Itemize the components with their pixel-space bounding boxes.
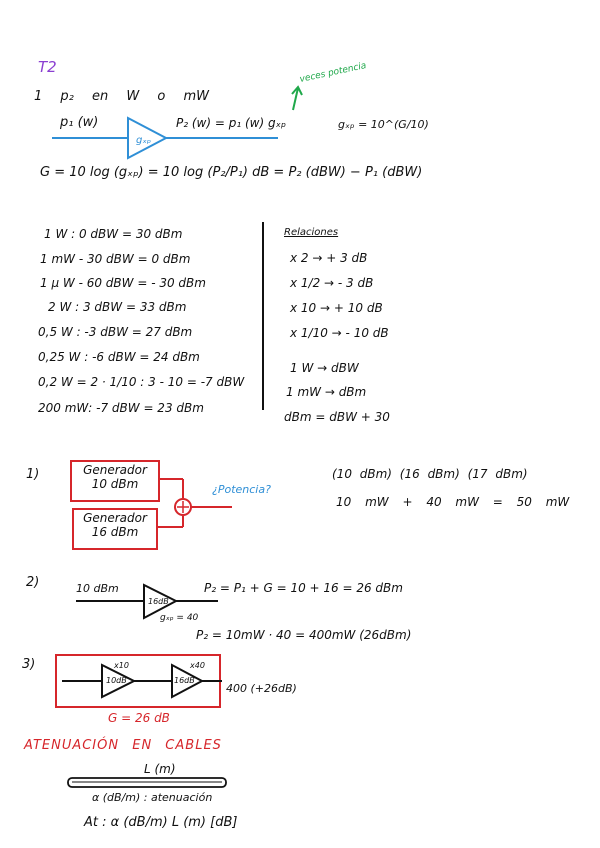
conversion-row: 0,2 W = 2 · 1/10 : 3 - 10 = -7 dBW [38, 375, 245, 389]
ex2-equation-1: P₂ = P₁ + G = 10 + 16 = 26 dBm [204, 581, 403, 595]
conversion-row: 1 W : 0 dBW = 30 dBm [44, 227, 183, 241]
p1-label: p₁ (w) [60, 115, 99, 130]
conversion-row: 2 W : 3 dBW = 33 dBm [48, 300, 187, 314]
cable-drawing [68, 778, 226, 787]
relation-item: x 1/2 → - 3 dB [290, 276, 374, 290]
ex3-number: 3) [22, 657, 36, 672]
amp1-multiplier: x10 [114, 661, 129, 670]
generator-1-title: Generador [83, 463, 147, 477]
page-title: T2 [38, 58, 57, 76]
cable-length: L (m) [144, 762, 176, 776]
relation-item: x 2 → + 3 dB [290, 251, 368, 265]
relation-item: x 1/10 → - 10 dB [290, 326, 389, 340]
relations-title: Relaciones [284, 227, 339, 238]
relation-item: 1 mW → dBm [286, 385, 367, 399]
attenuation-title: ATENUACIÓN EN CABLES [24, 738, 222, 753]
amp2-multiplier: x40 [190, 661, 205, 670]
generator-1-power: 10 dBm [91, 476, 139, 491]
header-amplifier [52, 115, 278, 158]
ex3-output: 400 (+26dB) [226, 682, 297, 695]
conversion-row: 1 mW - 30 dBW = 0 dBm [40, 252, 191, 266]
ex2-gup: gₓₚ = 40 [160, 613, 199, 623]
gup-equation: gₓₚ = 10^(G/10) [338, 118, 429, 131]
amp2-gain: 16dB [174, 676, 195, 685]
conversion-row: 0,25 W : -6 dBW = 24 dBm [38, 350, 200, 364]
ex3-amplifier-chain [62, 665, 222, 697]
relation-item: x 10 → + 10 dB [290, 301, 383, 315]
generator-2-title: Generador [83, 511, 147, 525]
conversion-row: 1 µ W - 60 dBW = - 30 dBm [40, 276, 206, 290]
power-question: ¿Potencia? [212, 483, 271, 496]
generator-2-power: 16 dBm [91, 524, 139, 539]
amp-gain-label: gₓₚ [136, 135, 152, 146]
ex1-dbm-line: (10 dBm) (16 dBm) (17 dBm) [332, 467, 528, 481]
green-arrow-icon [292, 87, 302, 110]
ex2-amplifier [76, 582, 218, 618]
ex2-number: 2) [26, 575, 40, 590]
green-note: veces potencia [298, 61, 368, 85]
relation-item: 1 W → dBW [290, 361, 359, 375]
relation-item: dBm = dBW + 30 [284, 410, 390, 424]
ex2-input: 10 dBm [76, 582, 119, 595]
ex2-equation-2: P₂ = 10mW · 40 = 400mW (26dBm) [196, 628, 412, 642]
conversion-row: 200 mW: -7 dBW = 23 dBm [38, 401, 204, 415]
amplifier-triangle [128, 118, 166, 158]
conversion-row: 0,5 W : -3 dBW = 27 dBm [38, 325, 193, 339]
attenuation-formula: At : α (dB/m) L (m) [dB] [84, 815, 238, 830]
gain-formula: G = 10 log (gₓₚ) = 10 log (P₂/P₁) dB = P₂ (dBW) − P₁ (dBW) [40, 165, 423, 180]
topic-line: 1 p₂ en W o mW [34, 89, 209, 104]
attenuation-alpha: α (dB/m) : atenuación [92, 791, 213, 804]
ex2-amp-gain: 16dB [148, 597, 169, 606]
ex1-mw-line: 10 mW + 40 mW = 50 mW [336, 495, 570, 509]
power-combiner [156, 479, 232, 527]
amp1-gain: 10dB [106, 676, 127, 685]
ex3-total-gain: G = 26 dB [108, 711, 170, 725]
ex1-number: 1) [26, 467, 40, 482]
p2-equation: P₂ (w) = p₁ (w) gₓₚ [176, 116, 287, 130]
